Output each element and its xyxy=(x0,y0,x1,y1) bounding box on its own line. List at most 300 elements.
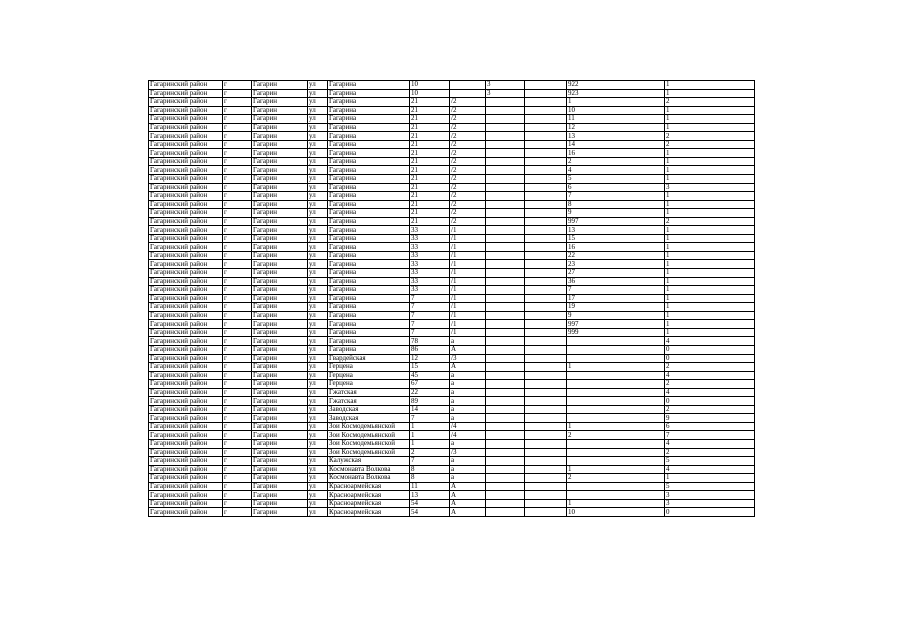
cell-city: Гагарин xyxy=(252,439,308,448)
cell-street-type: ул xyxy=(308,286,328,295)
cell-district: Гагаринский район xyxy=(149,183,223,192)
cell-count: 2 xyxy=(665,132,755,141)
cell-street-type: ул xyxy=(308,328,328,337)
cell-settlement-type: г xyxy=(223,422,252,431)
table-row xyxy=(149,140,755,149)
cell-count: 1 xyxy=(665,175,755,184)
cell-count: 1 xyxy=(665,234,755,243)
cell-apartment: 1 xyxy=(567,363,665,372)
cell-district: Гагаринский район xyxy=(149,149,223,158)
cell-house-suffix: /2 xyxy=(450,183,486,192)
table-row xyxy=(149,380,755,389)
cell-city: Гагарин xyxy=(252,311,308,320)
cell-apartment: 16 xyxy=(567,149,665,158)
cell-city: Гагарин xyxy=(252,474,308,483)
cell-district: Гагаринский район xyxy=(149,371,223,380)
cell-settlement-type: г xyxy=(223,175,252,184)
cell-settlement-type: г xyxy=(223,405,252,414)
cell-street: Гагарина xyxy=(328,277,410,286)
cell-house-suffix: /2 xyxy=(450,209,486,218)
cell-apartment: 22 xyxy=(567,251,665,260)
cell-settlement-type: г xyxy=(223,371,252,380)
cell-structure xyxy=(525,337,567,346)
cell-city: Гагарин xyxy=(252,448,308,457)
cell-city: Гагарин xyxy=(252,371,308,380)
cell-city: Гагарин xyxy=(252,115,308,124)
cell-house-number: 54 xyxy=(410,499,450,508)
cell-city: Гагарин xyxy=(252,277,308,286)
cell-structure xyxy=(525,371,567,380)
cell-street-type: ул xyxy=(308,123,328,132)
cell-city: Гагарин xyxy=(252,380,308,389)
cell-building xyxy=(486,482,525,491)
cell-street: Гагарина xyxy=(328,183,410,192)
cell-city: Гагарин xyxy=(252,123,308,132)
cell-house-suffix: /2 xyxy=(450,106,486,115)
cell-count: 1 xyxy=(665,226,755,235)
cell-street-type: ул xyxy=(308,269,328,278)
cell-apartment: 7 xyxy=(567,192,665,201)
cell-settlement-type: г xyxy=(223,448,252,457)
table-row xyxy=(149,431,755,440)
cell-structure xyxy=(525,294,567,303)
cell-street: Гагарина xyxy=(328,98,410,107)
cell-city: Гагарин xyxy=(252,465,308,474)
cell-settlement-type: г xyxy=(223,337,252,346)
table-row xyxy=(149,166,755,175)
cell-house-suffix: /1 xyxy=(450,260,486,269)
cell-house-number: 15 xyxy=(410,363,450,372)
cell-apartment: 5 xyxy=(567,175,665,184)
table-row xyxy=(149,311,755,320)
cell-building xyxy=(486,157,525,166)
cell-district: Гагаринский район xyxy=(149,303,223,312)
cell-street: Гагарина xyxy=(328,209,410,218)
cell-apartment: 10 xyxy=(567,106,665,115)
table-row xyxy=(149,243,755,252)
table-row xyxy=(149,149,755,158)
cell-apartment: 997 xyxy=(567,320,665,329)
table-row xyxy=(149,388,755,397)
cell-house-suffix: /2 xyxy=(450,149,486,158)
cell-apartment: 1 xyxy=(567,422,665,431)
table-row xyxy=(149,209,755,218)
cell-street: Гагарина xyxy=(328,106,410,115)
cell-settlement-type: г xyxy=(223,439,252,448)
cell-district: Гагаринский район xyxy=(149,132,223,141)
cell-house-number: 7 xyxy=(410,414,450,423)
cell-street-type: ул xyxy=(308,388,328,397)
cell-count: 1 xyxy=(665,269,755,278)
cell-street-type: ул xyxy=(308,277,328,286)
cell-city: Гагарин xyxy=(252,431,308,440)
cell-street-type: ул xyxy=(308,405,328,414)
cell-street: Гагарина xyxy=(328,260,410,269)
cell-building xyxy=(486,132,525,141)
cell-house-number: 21 xyxy=(410,157,450,166)
cell-district: Гагаринский район xyxy=(149,405,223,414)
cell-structure xyxy=(525,354,567,363)
cell-house-suffix: /1 xyxy=(450,269,486,278)
cell-apartment xyxy=(567,345,665,354)
cell-settlement-type: г xyxy=(223,286,252,295)
cell-street: Гагарина xyxy=(328,217,410,226)
cell-district: Гагаринский район xyxy=(149,217,223,226)
table-row xyxy=(149,345,755,354)
cell-street-type: ул xyxy=(308,132,328,141)
cell-building xyxy=(486,414,525,423)
cell-house-suffix: А xyxy=(450,508,486,517)
cell-structure xyxy=(525,166,567,175)
cell-structure xyxy=(525,474,567,483)
cell-apartment xyxy=(567,491,665,500)
cell-settlement-type: г xyxy=(223,345,252,354)
cell-apartment xyxy=(567,397,665,406)
cell-street-type: ул xyxy=(308,363,328,372)
table-row xyxy=(149,465,755,474)
cell-district: Гагаринский район xyxy=(149,397,223,406)
cell-house-number: 7 xyxy=(410,320,450,329)
cell-structure xyxy=(525,311,567,320)
cell-street-type: ул xyxy=(308,311,328,320)
cell-settlement-type: г xyxy=(223,414,252,423)
cell-building xyxy=(486,226,525,235)
cell-street-type: ул xyxy=(308,200,328,209)
cell-building xyxy=(486,448,525,457)
cell-count: 4 xyxy=(665,337,755,346)
cell-house-suffix: /1 xyxy=(450,286,486,295)
cell-house-suffix: /2 xyxy=(450,132,486,141)
table-row xyxy=(149,482,755,491)
cell-settlement-type: г xyxy=(223,81,252,90)
cell-count: 3 xyxy=(665,183,755,192)
table-row xyxy=(149,320,755,329)
cell-street: Гагарина xyxy=(328,123,410,132)
cell-structure xyxy=(525,226,567,235)
cell-building xyxy=(486,439,525,448)
cell-street: Гагарина xyxy=(328,132,410,141)
cell-building xyxy=(486,465,525,474)
cell-street-type: ул xyxy=(308,448,328,457)
cell-district: Гагаринский район xyxy=(149,508,223,517)
address-table xyxy=(148,80,755,517)
cell-house-suffix: /2 xyxy=(450,123,486,132)
cell-structure xyxy=(525,106,567,115)
cell-street: Герцена xyxy=(328,380,410,389)
table-row xyxy=(149,405,755,414)
table-row xyxy=(149,474,755,483)
cell-house-suffix xyxy=(450,89,486,98)
cell-street: Гжатская xyxy=(328,397,410,406)
cell-street: Гагарина xyxy=(328,175,410,184)
cell-city: Гагарин xyxy=(252,157,308,166)
cell-house-number: 7 xyxy=(410,294,450,303)
table-row xyxy=(149,192,755,201)
cell-district: Гагаринский район xyxy=(149,226,223,235)
cell-apartment: 997 xyxy=(567,217,665,226)
cell-count: 2 xyxy=(665,380,755,389)
cell-street: Красноармейская xyxy=(328,508,410,517)
cell-street-type: ул xyxy=(308,371,328,380)
cell-district: Гагаринский район xyxy=(149,388,223,397)
cell-building xyxy=(486,149,525,158)
cell-structure xyxy=(525,345,567,354)
cell-count: 1 xyxy=(665,166,755,175)
cell-structure xyxy=(525,286,567,295)
cell-building xyxy=(486,303,525,312)
cell-house-number: 45 xyxy=(410,371,450,380)
cell-street: Гвардейская xyxy=(328,354,410,363)
table-row xyxy=(149,183,755,192)
cell-street: Зои Космодемьянской xyxy=(328,439,410,448)
cell-settlement-type: г xyxy=(223,397,252,406)
cell-count: 1 xyxy=(665,320,755,329)
cell-street: Зои Космодемьянской xyxy=(328,431,410,440)
cell-street-type: ул xyxy=(308,380,328,389)
cell-street-type: ул xyxy=(308,89,328,98)
cell-city: Гагарин xyxy=(252,209,308,218)
cell-house-number: 86 xyxy=(410,345,450,354)
cell-street: Зои Космодемьянской xyxy=(328,448,410,457)
cell-city: Гагарин xyxy=(252,414,308,423)
cell-city: Гагарин xyxy=(252,89,308,98)
cell-city: Гагарин xyxy=(252,175,308,184)
cell-district: Гагаринский район xyxy=(149,422,223,431)
cell-district: Гагаринский район xyxy=(149,465,223,474)
cell-building xyxy=(486,371,525,380)
cell-house-number: 21 xyxy=(410,166,450,175)
cell-street: Зои Космодемьянской xyxy=(328,422,410,431)
cell-building xyxy=(486,277,525,286)
cell-building xyxy=(486,354,525,363)
cell-house-number: 8 xyxy=(410,474,450,483)
cell-house-number: 7 xyxy=(410,311,450,320)
cell-building xyxy=(486,106,525,115)
cell-street-type: ул xyxy=(308,81,328,90)
cell-count: 1 xyxy=(665,200,755,209)
cell-settlement-type: г xyxy=(223,491,252,500)
table-row xyxy=(149,217,755,226)
cell-district: Гагаринский район xyxy=(149,457,223,466)
cell-house-suffix: /1 xyxy=(450,226,486,235)
cell-district: Гагаринский район xyxy=(149,482,223,491)
cell-city: Гагарин xyxy=(252,132,308,141)
cell-apartment xyxy=(567,337,665,346)
cell-building xyxy=(486,345,525,354)
cell-city: Гагарин xyxy=(252,286,308,295)
cell-settlement-type: г xyxy=(223,166,252,175)
cell-house-number: 21 xyxy=(410,183,450,192)
cell-apartment: 2 xyxy=(567,474,665,483)
cell-structure xyxy=(525,277,567,286)
cell-building xyxy=(486,508,525,517)
cell-house-suffix: /2 xyxy=(450,166,486,175)
cell-count: 1 xyxy=(665,286,755,295)
cell-house-suffix: /2 xyxy=(450,175,486,184)
cell-structure xyxy=(525,251,567,260)
cell-district: Гагаринский район xyxy=(149,123,223,132)
cell-building xyxy=(486,397,525,406)
cell-city: Гагарин xyxy=(252,98,308,107)
cell-street-type: ул xyxy=(308,482,328,491)
cell-count: 4 xyxy=(665,439,755,448)
cell-house-suffix: /3 xyxy=(450,354,486,363)
cell-city: Гагарин xyxy=(252,81,308,90)
cell-apartment xyxy=(567,405,665,414)
cell-count: 1 xyxy=(665,115,755,124)
cell-district: Гагаринский район xyxy=(149,260,223,269)
cell-count: 2 xyxy=(665,448,755,457)
cell-house-suffix: А xyxy=(450,345,486,354)
cell-building xyxy=(486,115,525,124)
cell-structure xyxy=(525,192,567,201)
cell-apartment: 19 xyxy=(567,303,665,312)
cell-count: 1 xyxy=(665,157,755,166)
cell-district: Гагаринский район xyxy=(149,431,223,440)
cell-count: 1 xyxy=(665,89,755,98)
cell-district: Гагаринский район xyxy=(149,337,223,346)
cell-apartment: 1 xyxy=(567,465,665,474)
cell-structure xyxy=(525,431,567,440)
cell-district: Гагаринский район xyxy=(149,439,223,448)
cell-house-number: 21 xyxy=(410,115,450,124)
table-row xyxy=(149,81,755,90)
cell-apartment: 11 xyxy=(567,115,665,124)
cell-city: Гагарин xyxy=(252,234,308,243)
table-row xyxy=(149,414,755,423)
cell-house-suffix: а xyxy=(450,439,486,448)
cell-structure xyxy=(525,269,567,278)
cell-apartment: 13 xyxy=(567,132,665,141)
cell-house-suffix: /2 xyxy=(450,140,486,149)
cell-count: 1 xyxy=(665,81,755,90)
cell-street: Герцена xyxy=(328,363,410,372)
cell-settlement-type: г xyxy=(223,499,252,508)
cell-street: Заводская xyxy=(328,414,410,423)
cell-building xyxy=(486,175,525,184)
cell-building xyxy=(486,286,525,295)
cell-house-number: 1 xyxy=(410,431,450,440)
cell-street: Герцена xyxy=(328,371,410,380)
cell-building xyxy=(486,251,525,260)
cell-street: Гагарина xyxy=(328,81,410,90)
cell-apartment: 999 xyxy=(567,328,665,337)
cell-street: Красноармейская xyxy=(328,491,410,500)
cell-city: Гагарин xyxy=(252,166,308,175)
cell-district: Гагаринский район xyxy=(149,328,223,337)
cell-apartment xyxy=(567,388,665,397)
cell-settlement-type: г xyxy=(223,106,252,115)
cell-count: 1 xyxy=(665,106,755,115)
cell-city: Гагарин xyxy=(252,269,308,278)
cell-structure xyxy=(525,499,567,508)
cell-building xyxy=(486,243,525,252)
cell-street-type: ул xyxy=(308,183,328,192)
cell-house-number: 11 xyxy=(410,482,450,491)
cell-city: Гагарин xyxy=(252,354,308,363)
cell-apartment: 1 xyxy=(567,98,665,107)
cell-house-number: 21 xyxy=(410,149,450,158)
cell-house-number: 21 xyxy=(410,123,450,132)
cell-street-type: ул xyxy=(308,457,328,466)
cell-apartment xyxy=(567,448,665,457)
cell-settlement-type: г xyxy=(223,260,252,269)
cell-apartment xyxy=(567,380,665,389)
cell-house-suffix: /3 xyxy=(450,448,486,457)
cell-apartment: 13 xyxy=(567,226,665,235)
table-row xyxy=(149,123,755,132)
cell-count: 3 xyxy=(665,499,755,508)
cell-structure xyxy=(525,89,567,98)
cell-house-number: 14 xyxy=(410,405,450,414)
cell-street: Космонавта Волкова xyxy=(328,474,410,483)
cell-city: Гагарин xyxy=(252,183,308,192)
cell-city: Гагарин xyxy=(252,388,308,397)
cell-count: 2 xyxy=(665,363,755,372)
cell-city: Гагарин xyxy=(252,106,308,115)
cell-street: Гагарина xyxy=(328,226,410,235)
cell-district: Гагаринский район xyxy=(149,200,223,209)
cell-structure xyxy=(525,140,567,149)
cell-apartment: 923 xyxy=(567,89,665,98)
cell-building xyxy=(486,200,525,209)
cell-apartment: 12 xyxy=(567,123,665,132)
cell-structure xyxy=(525,81,567,90)
cell-house-suffix: /2 xyxy=(450,115,486,124)
cell-city: Гагарин xyxy=(252,337,308,346)
cell-street-type: ул xyxy=(308,354,328,363)
cell-house-suffix: /1 xyxy=(450,243,486,252)
cell-building xyxy=(486,431,525,440)
cell-structure xyxy=(525,465,567,474)
table-row xyxy=(149,269,755,278)
cell-street-type: ул xyxy=(308,217,328,226)
cell-building xyxy=(486,123,525,132)
cell-street-type: ул xyxy=(308,243,328,252)
cell-settlement-type: г xyxy=(223,474,252,483)
cell-apartment: 14 xyxy=(567,140,665,149)
cell-house-number: 33 xyxy=(410,286,450,295)
cell-street-type: ул xyxy=(308,439,328,448)
cell-city: Гагарин xyxy=(252,345,308,354)
cell-district: Гагаринский район xyxy=(149,209,223,218)
cell-house-number: 8 xyxy=(410,465,450,474)
cell-building xyxy=(486,499,525,508)
cell-street-type: ул xyxy=(308,149,328,158)
cell-settlement-type: г xyxy=(223,89,252,98)
cell-house-number: 21 xyxy=(410,98,450,107)
table-row xyxy=(149,397,755,406)
cell-building xyxy=(486,192,525,201)
cell-settlement-type: г xyxy=(223,98,252,107)
cell-settlement-type: г xyxy=(223,115,252,124)
cell-house-number: 10 xyxy=(410,89,450,98)
table-row xyxy=(149,457,755,466)
cell-house-number: 33 xyxy=(410,243,450,252)
cell-structure xyxy=(525,243,567,252)
table-row xyxy=(149,175,755,184)
cell-building: 3 xyxy=(486,89,525,98)
cell-district: Гагаринский район xyxy=(149,354,223,363)
cell-street: Гагарина xyxy=(328,345,410,354)
cell-house-number: 12 xyxy=(410,354,450,363)
cell-house-suffix: А xyxy=(450,482,486,491)
cell-house-number: 2 xyxy=(410,448,450,457)
cell-count: 4 xyxy=(665,388,755,397)
cell-building xyxy=(486,98,525,107)
cell-street: Гагарина xyxy=(328,243,410,252)
cell-house-suffix: /4 xyxy=(450,431,486,440)
